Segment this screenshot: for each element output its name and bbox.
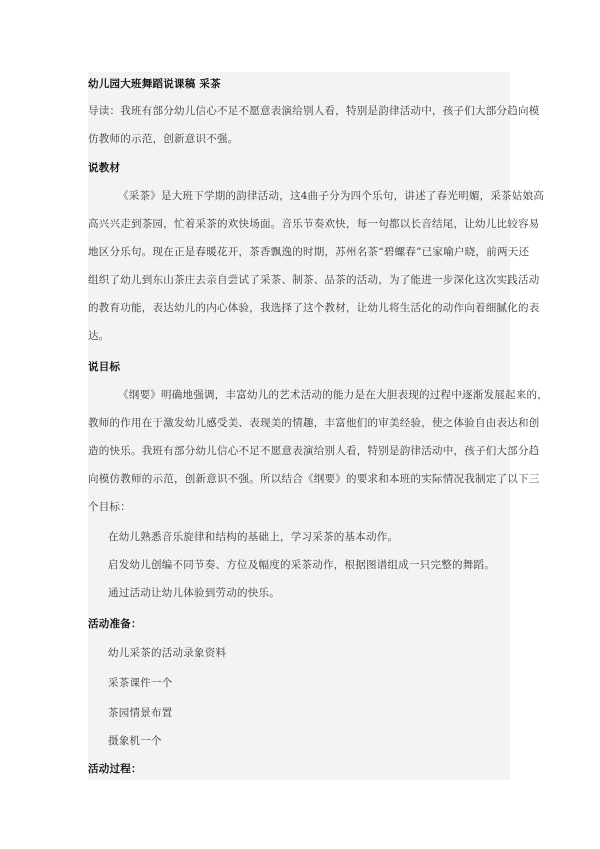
goals-line-2: 教师的作用在于激发幼儿感受美、表现美的情趣，丰富他们的审美经验，使之体验自由表达和创 [88,417,540,429]
textbook-line-1: 《采茶》是大班下学期的韵律活动，这4曲子分为四个乐句，讲述了春光明媚，采茶姑娘高 [118,190,545,202]
preparation-item-1: 幼儿采茶的活动录象资料 [108,647,227,659]
preparation-item-4: 摄象机一个 [108,735,162,747]
goal-item-1: 在幼儿熟悉音乐旋律和结构的基础上，学习采茶的基本动作。 [108,531,399,543]
intro-line-2: 仿教师的示范，创新意识不强。 [88,133,239,145]
textbook-line-6: 达。 [88,330,110,342]
section-heading-textbook: 说教材 [88,162,121,174]
preparation-item-3: 茶园情景布置 [108,707,173,719]
goals-line-3: 造的快乐。我班有部分幼儿信心不足不愿意表演给别人看，特别是韵律活动中，孩子们大部分趋 [88,445,540,457]
document-page [88,72,548,780]
goal-item-3: 通过活动让幼儿体验到劳动的快乐。 [108,587,280,599]
goals-line-5: 个目标： [88,501,131,513]
textbook-line-2: 高兴兴走到茶园，忙着采茶的欢快场面。音乐节奏欢快，每一句都以长音结尾，让幼儿比较容易 [88,218,540,230]
goals-line-1: 《纲要》明确地强调，丰富幼儿的艺术活动的能力是在大胆表现的过程中逐渐发展起来的， [118,389,548,401]
textbook-line-5: 的教育功能，表达幼儿的内心体验，我选择了这个教材，让幼儿将生活化的动作向着细腻化的表 [88,302,540,314]
goals-line-4: 向模仿教师的示范，创新意识不强。所以结合《纲要》的要求和本班的实际情况我制定了以下三 [88,473,540,485]
intro-line-1: 导读：我班有部分幼儿信心不足不愿意表演给别人看，特别是韵律活动中，孩子们大部分趋向模 [88,105,540,117]
document-title: 幼儿园大班舞蹈说课稿 采茶 [88,78,221,90]
section-heading-preparation: 活动准备： [88,618,142,630]
textbook-line-3: 地区分乐句。现在正是春暖花开，茶香飘逸的时期，苏州名茶“碧螺春”已家喻户晓，前两天还 [88,246,530,258]
preparation-item-2: 采茶课件一个 [108,677,173,689]
goal-item-2: 启发幼儿创编不同节奏、方位及幅度的采茶动作，根据图谱组成一只完整的舞蹈。 [108,559,495,571]
section-heading-process: 活动过程： [88,763,142,775]
textbook-line-4: 组织了幼儿到东山茶庄去亲自尝试了采茶、制茶、品茶的活动，为了能进一步深化这次实践活动 [88,274,540,286]
section-heading-goals: 说目标 [88,361,121,373]
